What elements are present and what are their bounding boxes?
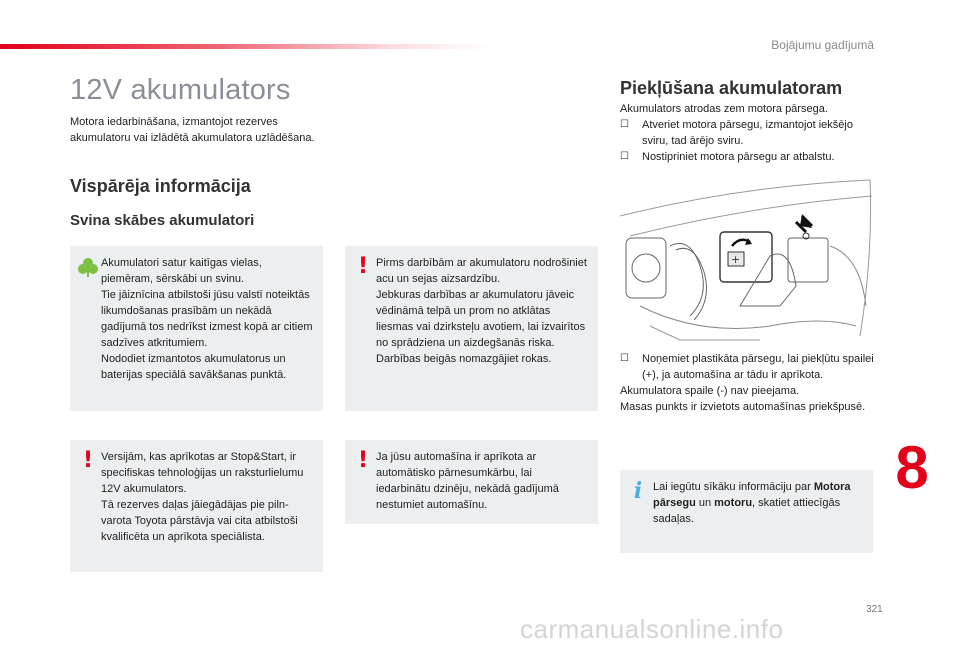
step-text: Atveriet motora pārsegu, izmantojot iekšējo sviru, tad ārējo sviru. (642, 118, 853, 147)
intro-text: Motora iedarbināšana, izmantojot rezerves akumulatoru vai izlādētā akumulatora uzlādēšana. (70, 116, 315, 144)
step-bullet-icon: ☐ (620, 353, 629, 364)
instruction-step (620, 150, 880, 166)
step-bullet-icon: ☐ (620, 118, 629, 130)
bonnet-link-text: Motora pārsegu (653, 481, 851, 509)
page-title: 12V akumulators (70, 74, 291, 106)
eco-note-box (70, 246, 323, 411)
svg-text:+: + (731, 253, 741, 266)
safety-warning-box (345, 246, 598, 411)
page-number: 321 (866, 604, 883, 615)
battery-access-heading: Piekļūšana akumulatoram (620, 78, 843, 98)
section-title: Bojājumu gadījumā (771, 38, 874, 52)
step-text: Noņemiet plastikāta pārsegu, lai piekļūtu spailei (+), ja automašīna ar tādu ir aprīkota. (642, 353, 874, 381)
engine-bay-illustration (620, 176, 873, 344)
negative-terminal-text: Akumulatora spaile (-) nav pieejama. (620, 384, 800, 397)
watermark: carmanualsonline.info (520, 614, 784, 644)
lead-acid-heading: Svina skābes akumulatori (70, 212, 255, 229)
info-note-box (620, 470, 873, 553)
safety-warning-text: Pirms darbībām ar akumulatoru nodrošiniet acu un sejas aizsardzību. Jebkuras darbības ar akumulatoru jāveic vēdināmā telpā un prom no atklātas liesmas vai dzirksteļu avotiem, lai izvairītos no sprādziena un aizdegšanās riska. Darbības beigās nomazgājiet rokas. (376, 257, 587, 365)
battery-terminal-instructions (620, 352, 880, 416)
header-accent-bar (0, 44, 490, 49)
warning-exclamation-icon: ! (357, 254, 369, 279)
stopstart-warning-box (70, 440, 323, 572)
instruction-step (620, 352, 880, 384)
info-icon: i (633, 478, 643, 504)
ground-point-text: Masas punkts ir izvietots automašīnas priekšpusē. (620, 400, 866, 413)
eco-note-text: Akumulatori satur kaitīgas vielas, piemēram, sērskābi un svinu. Tie jāiznīcina atbilstoši jūsu valstī noteiktās likumdošanas prasībām un nekādā gadījumā tos nedrīkst izmest kopā ar citiem sadzīves atkritumiem. Nododiet izmantotos akumulatorus un baterijas speciālā savākšanas punktā. (101, 257, 313, 381)
automatic-gearbox-warning-text: Ja jūsu automašīna ir aprīkota ar automātisko pārnesumkārbu, lai iedarbinātu dzinēju, nekādā gadījumā nestumiet automašīnu. (376, 451, 559, 511)
instruction-step (620, 118, 880, 150)
warning-exclamation-icon: ! (82, 448, 94, 473)
general-info-heading: Vispārēja informācija (70, 176, 251, 196)
battery-location-text: Akumulators atrodas zem motora pārsega. (620, 103, 828, 115)
battery-access-instructions (620, 102, 880, 166)
engine-link-text: motoru (714, 496, 753, 509)
chapter-number: 8 (895, 434, 929, 501)
info-note-text: Lai iegūtu sīkāku informāciju par Motora pārsegu un motoru, skatiet attiecīgās sadaļas. (653, 481, 851, 525)
step-text: Nostipriniet motora pārsegu ar atbalstu. (642, 150, 835, 163)
warning-exclamation-icon: ! (357, 448, 369, 473)
automatic-gearbox-warning-box (345, 440, 598, 524)
stopstart-warning-text: Versijām, kas aprīkotas ar Stop&Start, ir specifiskas tehnoloģijas un raksturlielumu 12V akumulators. Tā rezerves daļas jāiegādājas pie piln-varota Toyota pārstāvja vai cita atbilstoši kvalificēta un aprīkota speciālista. (101, 451, 304, 543)
recycle-leaf-icon (78, 256, 98, 278)
step-bullet-icon: ☐ (620, 150, 629, 162)
